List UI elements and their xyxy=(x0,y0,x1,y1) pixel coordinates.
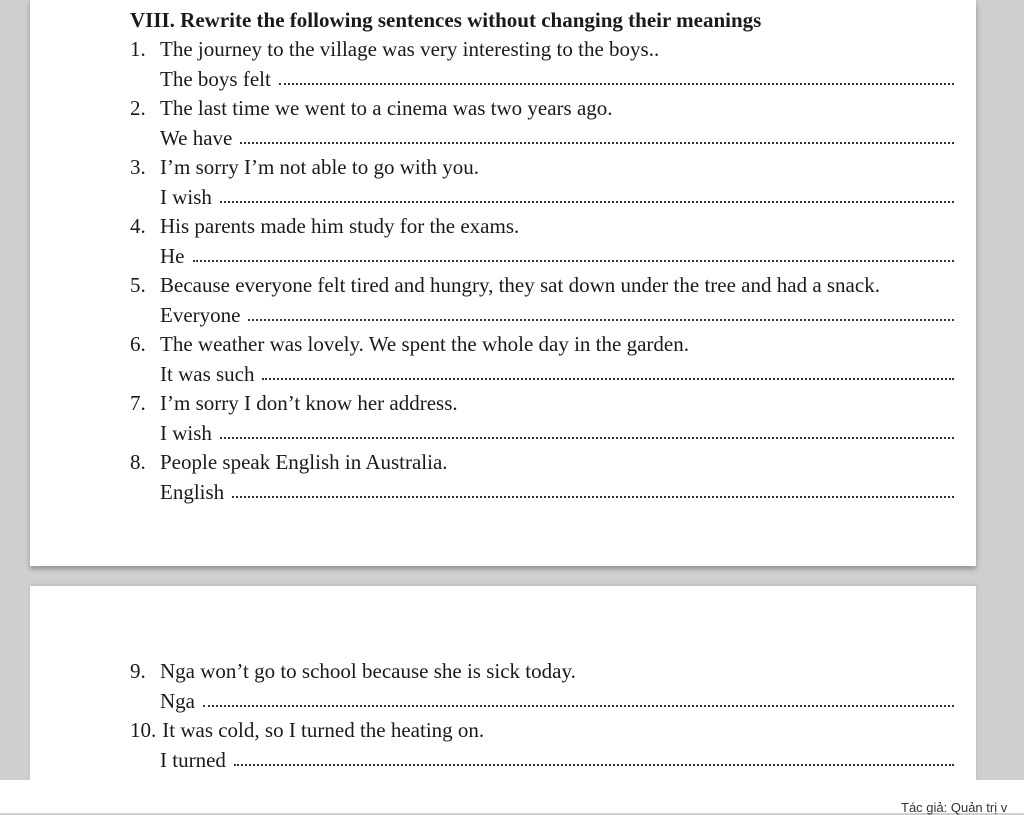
answer-line-8[interactable] xyxy=(160,480,960,505)
answer-line-9[interactable] xyxy=(160,689,960,714)
question-number: 1. xyxy=(130,37,146,61)
question-number: 10. xyxy=(130,718,157,742)
answer-blank[interactable] xyxy=(220,201,954,203)
answer-line-2[interactable] xyxy=(160,126,960,151)
answer-line-1[interactable] xyxy=(160,67,960,92)
answer-prompt: I wish xyxy=(160,421,212,445)
question-sentence: People speak English in Australia. xyxy=(160,450,448,474)
document-page-2 xyxy=(30,586,976,780)
question-number: 5. xyxy=(130,273,146,297)
question-sentence: His parents made him study for the exams. xyxy=(160,214,520,238)
question-6 xyxy=(130,332,689,357)
question-sentence: Nga won’t go to school because she is sick today. xyxy=(160,659,576,683)
answer-line-5[interactable] xyxy=(160,303,960,328)
answer-prompt: English xyxy=(160,480,225,504)
answer-prompt: It was such xyxy=(160,362,255,386)
question-number: 3. xyxy=(130,155,146,179)
question-sentence: The weather was lovely. We spent the whole day in the garden. xyxy=(160,332,689,356)
question-number: 9. xyxy=(130,659,146,683)
answer-blank[interactable] xyxy=(193,260,955,262)
answer-prompt: He xyxy=(160,244,185,268)
question-8 xyxy=(130,450,448,475)
question-sentence: The journey to the village was very interesting to the boys.. xyxy=(160,37,660,61)
question-sentence: It was cold, so I turned the heating on. xyxy=(162,718,485,742)
answer-prompt: Everyone xyxy=(160,303,241,327)
question-number: 4. xyxy=(130,214,146,238)
question-sentence: I’m sorry I don’t know her address. xyxy=(160,391,458,415)
question-9 xyxy=(130,659,576,684)
answer-line-6[interactable] xyxy=(160,362,960,387)
question-2 xyxy=(130,96,613,121)
answer-line-7[interactable] xyxy=(160,421,960,446)
question-1 xyxy=(130,37,659,62)
question-10 xyxy=(130,718,484,743)
question-number: 6. xyxy=(130,332,146,356)
question-number: 2. xyxy=(130,96,146,120)
answer-blank[interactable] xyxy=(240,142,954,144)
question-number: 7. xyxy=(130,391,146,415)
question-3 xyxy=(130,155,479,180)
answer-blank[interactable] xyxy=(279,83,954,85)
answer-line-10[interactable] xyxy=(160,748,960,773)
document-page-1 xyxy=(30,0,976,566)
answer-line-4[interactable] xyxy=(160,244,960,269)
section-title: VIII. Rewrite the following sentences without changing their meanings xyxy=(130,8,762,32)
question-sentence: The last time we went to a cinema was two years ago. xyxy=(160,96,613,120)
question-sentence: I’m sorry I’m not able to go with you. xyxy=(160,155,480,179)
answer-prompt: We have xyxy=(160,126,233,150)
answer-line-3[interactable] xyxy=(160,185,960,210)
question-number: 8. xyxy=(130,450,146,474)
author-credit: Tác giả: Quản trị v xyxy=(901,800,1008,815)
question-4 xyxy=(130,214,519,239)
question-5 xyxy=(130,273,880,298)
answer-blank[interactable] xyxy=(203,705,954,707)
question-sentence: Because everyone felt tired and hungry, they sat down under the tree and had a snack. xyxy=(160,273,880,297)
question-7 xyxy=(130,391,458,416)
answer-prompt: I turned xyxy=(160,748,226,772)
answer-prompt: The boys felt xyxy=(160,67,271,91)
answer-blank[interactable] xyxy=(220,437,954,439)
answer-blank[interactable] xyxy=(234,764,954,766)
footer-bar xyxy=(0,780,1024,813)
answer-prompt: Nga xyxy=(160,689,195,713)
answer-blank[interactable] xyxy=(248,319,954,321)
answer-blank[interactable] xyxy=(262,378,954,380)
answer-prompt: I wish xyxy=(160,185,212,209)
answer-blank[interactable] xyxy=(232,496,954,498)
